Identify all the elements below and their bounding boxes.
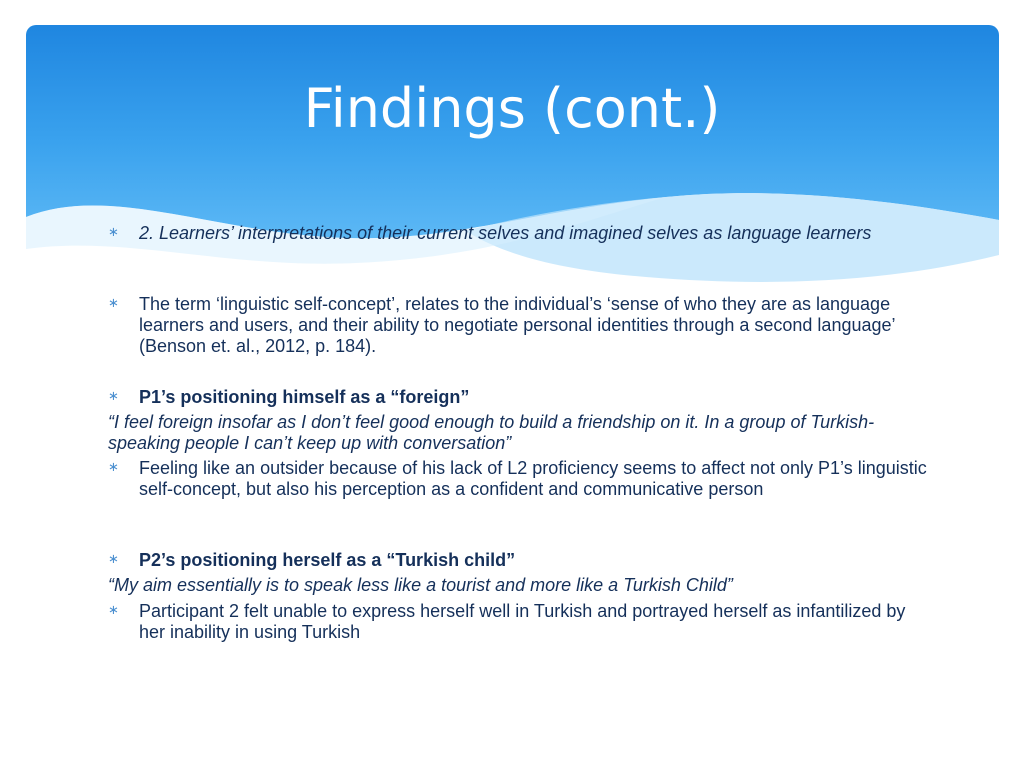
bullet-text: 2. Learners’ interpretations of their current selves and imagined selves as language learners xyxy=(139,223,872,243)
title-header-band xyxy=(26,25,999,285)
bullet-asterisk-icon: ∗ xyxy=(108,225,119,240)
slide-title: Findings (cont.) xyxy=(303,77,721,140)
bullet-text: The term ‘linguistic self-concept’, relates to the individual’s ‘sense of who they are as language learners and users, and their ability to negotiate personal identities through a second language’ (Benson et. al., 2012, p. 184). xyxy=(139,294,895,356)
bullet-asterisk-icon: ∗ xyxy=(108,603,119,618)
bullet-asterisk-icon: ∗ xyxy=(108,389,119,404)
quote-p2: “My aim essentially is to speak less like a tourist and more like a Turkish Child” xyxy=(108,575,733,595)
comment-p2: Participant 2 felt unable to express herself well in Turkish and portrayed herself as infantilized by her inability in using Turkish xyxy=(139,601,906,642)
bullet-asterisk-icon: ∗ xyxy=(108,552,119,567)
quote-p1: “I feel foreign insofar as I don’t feel good enough to build a friendship on it. In a group of Turkish-speaking people I can’t keep up with conversation” xyxy=(108,412,875,453)
bullet-asterisk-icon: ∗ xyxy=(108,460,119,475)
section-heading-p2: P2’s positioning herself as a “Turkish child” xyxy=(139,550,516,570)
header-background-graphic xyxy=(26,25,999,285)
section-heading-p1: P1’s positioning himself as a “foreign” xyxy=(139,387,470,407)
bullet-asterisk-icon: ∗ xyxy=(108,296,119,311)
comment-p1: Feeling like an outsider because of his lack of L2 proficiency seems to affect not only P1’s linguistic self-concept, but also his perception as a confident and communicative person xyxy=(139,458,927,499)
